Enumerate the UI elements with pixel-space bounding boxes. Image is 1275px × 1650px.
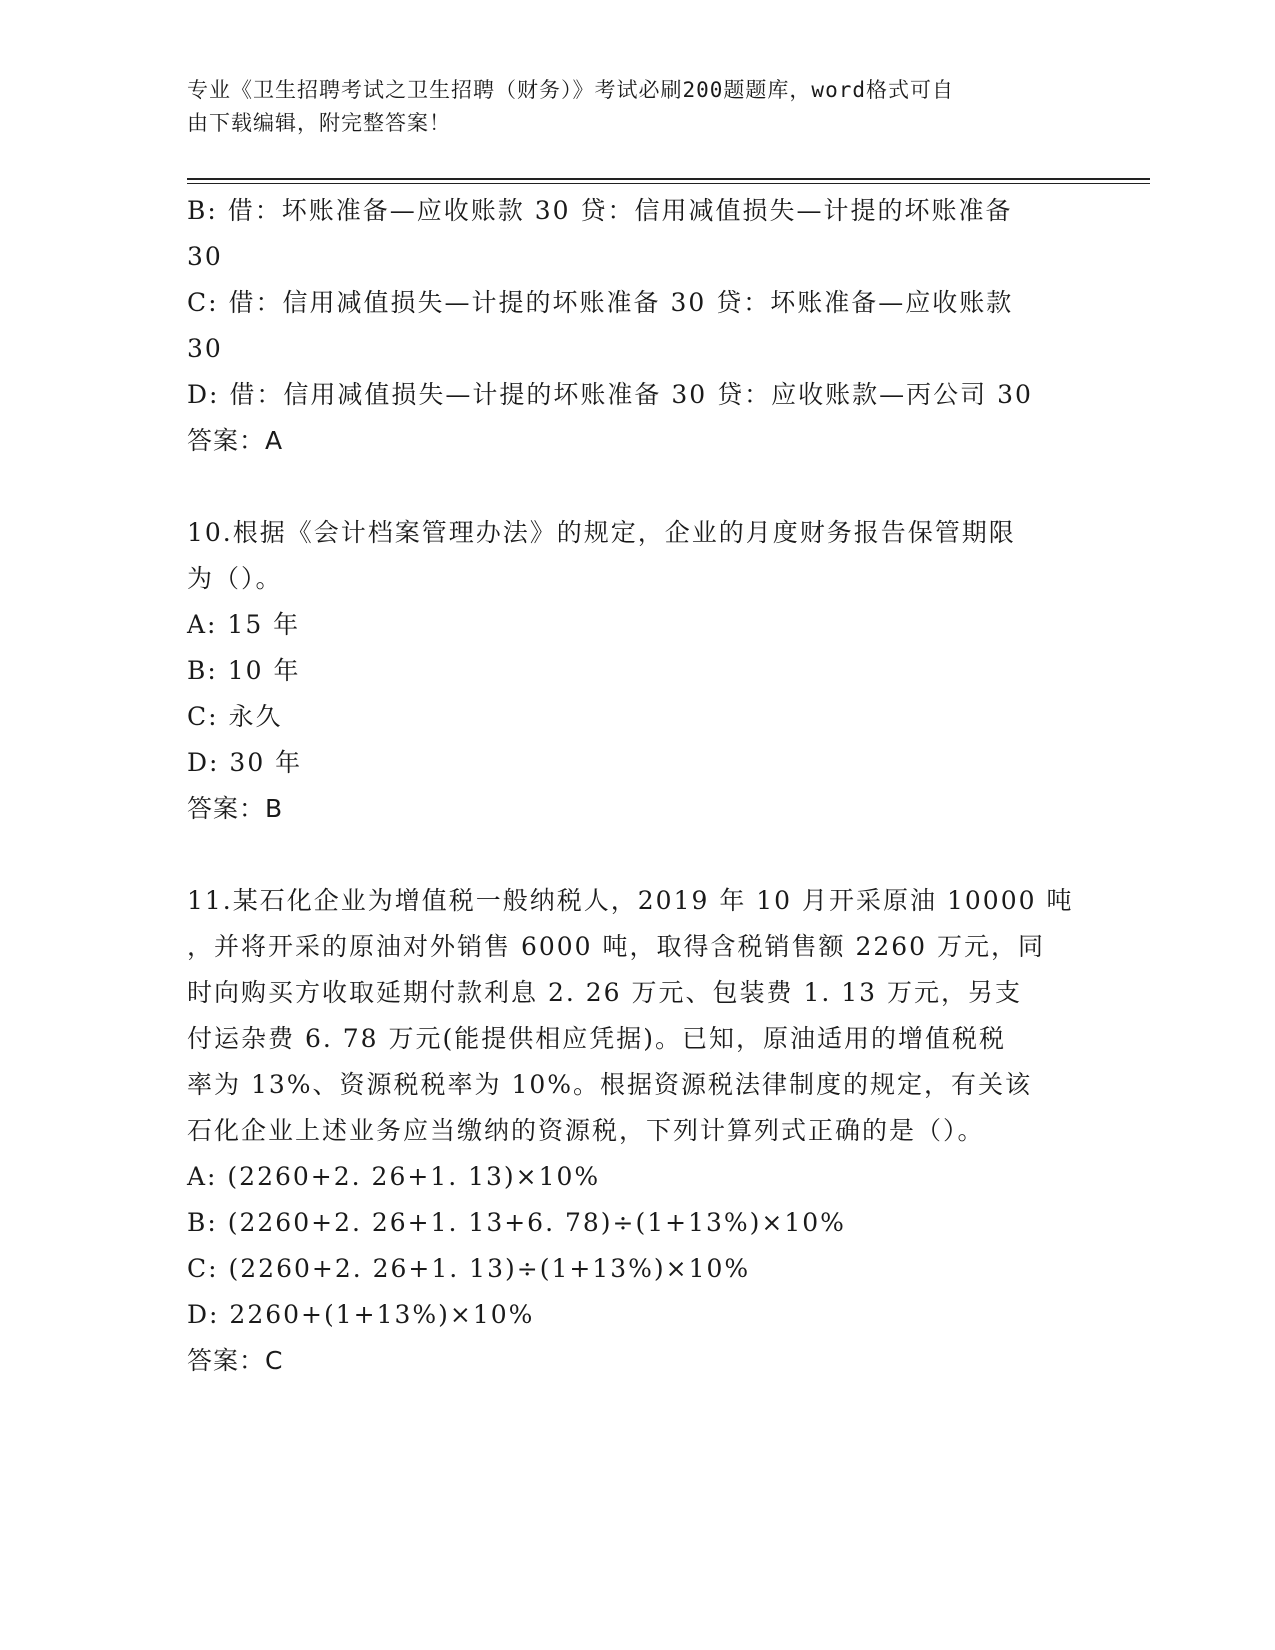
question-9-continued — [187, 188, 1087, 464]
option-line: C: 借：信用减值损失—计提的坏账准备 30 贷：坏账准备—应收账款 — [187, 288, 1014, 317]
question-10 — [187, 510, 1087, 832]
spacer — [187, 832, 1087, 878]
question-stem-line: ，并将开采的原油对外销售 6000 吨，取得含税销售额 2260 万元，同 — [187, 932, 1046, 961]
question-stem-line: 11.某石化企业为增值税一般纳税人，2019 年 10 月开采原油 10000 吨 — [187, 886, 1074, 915]
document-body — [187, 188, 1087, 1384]
option-line: D: 借：信用减值损失—计提的坏账准备 30 贷：应收账款—丙公司 30 — [187, 380, 1033, 409]
option-b: B: 10 年 — [187, 656, 301, 685]
answer-line: 答案：B — [187, 794, 284, 823]
header-divider-thin — [187, 183, 1150, 184]
option-a: A: 15 年 — [187, 610, 301, 639]
option-c: C: 永久 — [187, 702, 283, 731]
question-stem-line: 石化企业上述业务应当缴纳的资源税，下列计算列式正确的是（）。 — [187, 1116, 985, 1145]
option-c: C: (2260+2. 26+1. 13)÷(1+13%)×10% — [187, 1254, 751, 1283]
question-stem-line: 10.根据《会计档案管理办法》的规定，企业的月度财务报告保管期限 — [187, 518, 1016, 547]
question-stem-line: 为（）。 — [187, 564, 283, 593]
option-d: D: 2260+(1+13%)×10% — [187, 1300, 535, 1329]
header-line-1: 专业《卫生招聘考试之卫生招聘（财务）》考试必刷200题题库，word格式可自 — [187, 78, 954, 102]
answer-line: 答案：A — [187, 426, 284, 455]
document-header — [187, 74, 1087, 140]
header-divider-thick — [187, 178, 1150, 180]
header-line-2: 由下载编辑，附完整答案！ — [187, 111, 451, 135]
option-line: B: 借：坏账准备—应收账款 30 贷：信用减值损失—计提的坏账准备 — [187, 196, 1013, 225]
option-b: B: (2260+2. 26+1. 13+6. 78)÷(1+13%)×10% — [187, 1208, 846, 1237]
question-stem-line: 付运杂费 6. 78 万元(能提供相应凭据)。已知，原油适用的增值税税 — [187, 1024, 1007, 1053]
answer-line: 答案：C — [187, 1346, 284, 1375]
option-line: 30 — [187, 334, 223, 363]
question-11 — [187, 878, 1087, 1384]
spacer — [187, 464, 1087, 510]
question-stem-line: 率为 13%、资源税税率为 10%。根据资源税法律制度的规定，有关该 — [187, 1070, 1033, 1099]
option-line: 30 — [187, 242, 223, 271]
question-stem-line: 时向购买方收取延期付款利息 2. 26 万元、包装费 1. 13 万元，另支 — [187, 978, 1023, 1007]
option-d: D: 30 年 — [187, 748, 303, 777]
option-a: A: (2260+2. 26+1. 13)×10% — [187, 1162, 601, 1191]
